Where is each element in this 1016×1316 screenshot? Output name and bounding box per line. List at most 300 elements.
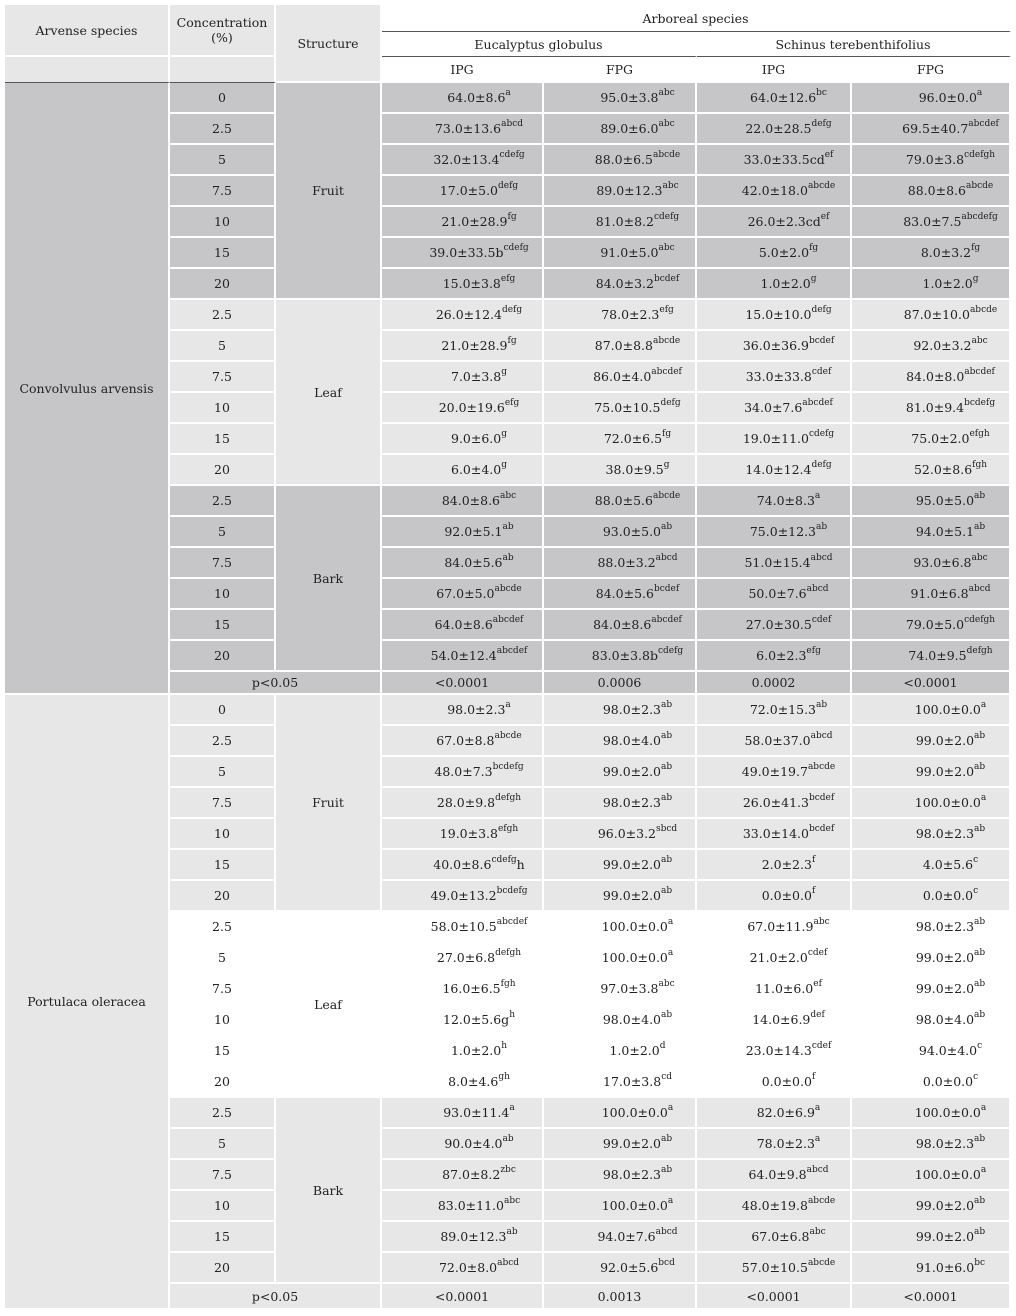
value-cell bbox=[382, 579, 544, 610]
value-cell bbox=[382, 912, 544, 943]
concentration-cell: 10 bbox=[170, 393, 276, 424]
significance-letters: a bbox=[814, 491, 821, 501]
mean-sd: 99.0±2.0 bbox=[915, 764, 975, 779]
significance-letters: ab bbox=[661, 522, 673, 532]
mean-sd: 12.0±5.6g bbox=[443, 1012, 510, 1027]
significance-letters: ab bbox=[816, 522, 828, 532]
concentration-cell: 5 bbox=[170, 1129, 276, 1160]
mean-sd: 94.0±7.6 bbox=[597, 1229, 656, 1244]
mean-sd: 99.0±2.0 bbox=[915, 1229, 975, 1244]
mean-sd: 83.0±7.5 bbox=[903, 214, 962, 229]
significance-letters: abcdef bbox=[651, 367, 682, 377]
mean-sd: 79.0±3.8 bbox=[905, 152, 965, 167]
value-cell bbox=[697, 486, 852, 517]
mean-sd: 96.0±3.2 bbox=[597, 826, 656, 841]
value-cell bbox=[544, 881, 697, 912]
value-cell bbox=[852, 517, 1011, 548]
significance-letters: ef bbox=[824, 150, 834, 160]
significance-letters: ef bbox=[813, 979, 822, 989]
value-cell bbox=[852, 1160, 1011, 1191]
mean-sd: 15.0±3.8 bbox=[442, 276, 501, 291]
concentration-cell: 2.5 bbox=[170, 114, 276, 145]
significance-letters: cdef bbox=[811, 1041, 832, 1051]
mean-sd: 94.0±4.0 bbox=[918, 1043, 978, 1058]
mean-sd: 27.0±6.8 bbox=[436, 950, 496, 965]
value-cell bbox=[852, 943, 1011, 974]
value-cell bbox=[697, 579, 852, 610]
value-cell bbox=[697, 517, 852, 548]
mean-sd: 33.0±33.5cd bbox=[743, 152, 825, 167]
mean-sd: 73.0±13.6 bbox=[434, 121, 502, 136]
mean-sd: 99.0±2.0 bbox=[602, 888, 662, 903]
significance-letters: abc bbox=[658, 88, 675, 98]
concentration-cell: 20 bbox=[170, 1253, 276, 1284]
mean-sd: 36.0±36.9 bbox=[742, 338, 809, 353]
significance-letters: abcd bbox=[497, 1258, 520, 1268]
header-blank-2 bbox=[170, 57, 276, 83]
structure-cell: Leaf bbox=[276, 300, 382, 486]
significance-letters: bcdef bbox=[653, 274, 680, 284]
mean-sd: 72.0±15.3 bbox=[749, 702, 816, 717]
mean-sd: 100.0±0.0 bbox=[601, 950, 668, 965]
concentration-cell: 7.5 bbox=[170, 788, 276, 819]
mean-sd: 54.0±12.4 bbox=[430, 648, 497, 663]
value-cell bbox=[697, 362, 852, 393]
concentration-cell: 15 bbox=[170, 424, 276, 455]
significance-letters: cdefg bbox=[657, 646, 684, 656]
significance-letters: f bbox=[811, 886, 816, 896]
value-cell bbox=[697, 207, 852, 238]
concentration-cell: 10 bbox=[170, 1191, 276, 1222]
mean-sd: 0.0±0.0 bbox=[922, 888, 974, 903]
significance-letters: cdefg bbox=[499, 150, 525, 160]
value-cell bbox=[852, 300, 1011, 331]
mean-sd: 21.0±28.9 bbox=[441, 214, 508, 229]
value-cell bbox=[382, 850, 544, 881]
significance-letters: a bbox=[980, 700, 987, 710]
mean-sd: 5.0±2.0 bbox=[758, 245, 810, 260]
significance-letters: abcd bbox=[806, 1165, 829, 1175]
mean-sd: 87.0±8.2 bbox=[442, 1167, 501, 1182]
mean-sd: 100.0±0.0 bbox=[914, 702, 981, 717]
value-cell bbox=[544, 1222, 697, 1253]
value-cell bbox=[852, 1129, 1011, 1160]
value-cell bbox=[382, 610, 544, 641]
mean-sd: 40.0±8.6 bbox=[433, 857, 492, 872]
significance-letters: c bbox=[973, 886, 979, 896]
mean-sd: 32.0±13.4 bbox=[433, 152, 500, 167]
value-cell bbox=[852, 83, 1011, 114]
concentration-cell: 20 bbox=[170, 455, 276, 486]
significance-letters: abcd bbox=[968, 584, 991, 594]
concentration-cell: 7.5 bbox=[170, 974, 276, 1005]
significance-letters: defgh bbox=[495, 948, 522, 958]
mean-sd: 96.0±0.0 bbox=[918, 90, 977, 105]
value-cell bbox=[544, 850, 697, 881]
significance-letters: ab bbox=[974, 1227, 986, 1237]
significance-letters: g bbox=[501, 460, 507, 470]
structure-cell: Bark bbox=[276, 1098, 382, 1284]
mean-sd: 99.0±2.0 bbox=[915, 1198, 975, 1213]
significance-letters: abcde bbox=[807, 181, 836, 191]
value-cell bbox=[852, 269, 1011, 300]
value-cell bbox=[544, 1129, 697, 1160]
significance-letters: defg bbox=[811, 305, 832, 315]
mean-sd: 17.0±5.0 bbox=[439, 183, 498, 198]
mean-sd: 67.0±6.8 bbox=[751, 1229, 810, 1244]
mean-sd: 58.0±10.5 bbox=[430, 919, 497, 934]
value-cell bbox=[544, 1067, 697, 1098]
significance-letters: abcdefg bbox=[961, 212, 998, 222]
concentration-cell: 2.5 bbox=[170, 1098, 276, 1129]
significance-letters: ab bbox=[974, 1196, 986, 1206]
mean-sd: 27.0±30.5 bbox=[745, 617, 812, 632]
value-cell bbox=[382, 695, 544, 726]
value-cell bbox=[544, 1160, 697, 1191]
significance-letters: defg bbox=[811, 119, 832, 129]
value-cell bbox=[382, 1253, 544, 1284]
significance-letters: fg bbox=[809, 243, 819, 253]
significance-letters: bcdefg bbox=[492, 762, 524, 772]
mean-sd: 9.0±6.0 bbox=[451, 431, 502, 446]
mean-sd: 83.0±3.8b bbox=[591, 648, 658, 663]
significance-letters: bcdef bbox=[808, 336, 835, 346]
p-value-cell: <0.0001 bbox=[852, 672, 1011, 695]
significance-letters: ab bbox=[661, 731, 673, 741]
significance-letters: c bbox=[973, 1072, 979, 1082]
significance-letters: a bbox=[980, 1103, 987, 1113]
significance-letters: g bbox=[501, 429, 507, 439]
value-cell bbox=[544, 331, 697, 362]
value-cell bbox=[382, 145, 544, 176]
value-cell bbox=[544, 176, 697, 207]
significance-letters: a bbox=[667, 1103, 674, 1113]
value-cell bbox=[697, 912, 852, 943]
significance-letters: abcdef bbox=[964, 367, 995, 377]
value-cell bbox=[697, 850, 852, 881]
significance-letters: abcde bbox=[652, 491, 681, 501]
mean-sd: 98.0±2.3 bbox=[915, 826, 975, 841]
header-st-ipg: IPG bbox=[697, 57, 852, 83]
mean-sd: 8.0±3.2 bbox=[920, 245, 972, 260]
value-cell bbox=[382, 424, 544, 455]
value-cell bbox=[382, 1067, 544, 1098]
significance-letters: abcdef bbox=[968, 119, 999, 129]
mean-sd: 86.0±4.0 bbox=[593, 369, 652, 384]
value-cell bbox=[697, 1160, 852, 1191]
mean-sd: 98.0±2.3 bbox=[602, 1167, 662, 1182]
value-cell bbox=[544, 548, 697, 579]
mean-sd: 74.0±8.3 bbox=[756, 493, 815, 508]
value-cell bbox=[852, 207, 1011, 238]
value-cell bbox=[852, 788, 1011, 819]
mean-sd: 42.0±18.0 bbox=[741, 183, 808, 198]
mean-sd: 88.0±8.6 bbox=[907, 183, 966, 198]
mean-sd: 21.0±28.9 bbox=[441, 338, 508, 353]
value-cell bbox=[852, 974, 1011, 1005]
value-cell bbox=[544, 145, 697, 176]
mean-sd: 33.0±14.0 bbox=[742, 826, 809, 841]
concentration-cell: 7.5 bbox=[170, 548, 276, 579]
significance-letters: a bbox=[980, 1165, 987, 1175]
value-cell bbox=[852, 912, 1011, 943]
value-cell bbox=[382, 114, 544, 145]
value-cell bbox=[382, 757, 544, 788]
value-cell bbox=[697, 641, 852, 672]
concentration-cell: 10 bbox=[170, 207, 276, 238]
value-cell bbox=[852, 114, 1011, 145]
value-cell bbox=[852, 1067, 1011, 1098]
mean-sd: 99.0±2.0 bbox=[915, 733, 975, 748]
mean-sd: 88.0±6.5 bbox=[594, 152, 653, 167]
header-eg-ipg: IPG bbox=[382, 57, 544, 83]
mean-sd: 90.0±4.0 bbox=[444, 1136, 503, 1151]
value-cell bbox=[382, 1129, 544, 1160]
value-cell bbox=[852, 579, 1011, 610]
value-cell bbox=[544, 1036, 697, 1067]
value-cell bbox=[852, 1005, 1011, 1036]
mean-sd: 49.0±19.7 bbox=[741, 764, 808, 779]
significance-letters: abcde bbox=[652, 150, 681, 160]
concentration-cell: 2.5 bbox=[170, 486, 276, 517]
significance-letters: efgh bbox=[497, 824, 519, 834]
significance-letters: abcd bbox=[810, 731, 833, 741]
header-eucalyptus: Eucalyptus globulus bbox=[382, 32, 697, 57]
mean-sd: 14.0±12.4 bbox=[745, 462, 812, 477]
significance-letters: abc bbox=[658, 119, 675, 129]
value-cell bbox=[852, 819, 1011, 850]
significance-letters: cd bbox=[661, 1072, 672, 1082]
value-cell bbox=[852, 757, 1011, 788]
significance-letters: cdefg bbox=[653, 212, 680, 222]
significance-letters: bc bbox=[974, 1258, 985, 1268]
concentration-cell: 15 bbox=[170, 238, 276, 269]
mean-sd: 79.0±5.0 bbox=[905, 617, 965, 632]
mean-sd: 75.0±2.0 bbox=[911, 431, 970, 446]
mean-sd: 98.0±2.3 bbox=[915, 1136, 975, 1151]
significance-letters: ab bbox=[974, 824, 986, 834]
concentration-cell: 7.5 bbox=[170, 362, 276, 393]
significance-letters: abc bbox=[662, 181, 679, 191]
value-cell bbox=[697, 757, 852, 788]
value-cell bbox=[697, 943, 852, 974]
value-cell bbox=[697, 610, 852, 641]
mean-sd: 93.0±11.4 bbox=[443, 1105, 510, 1120]
mean-sd: 22.0±28.5 bbox=[745, 121, 812, 136]
mean-sd: 91.0±6.0 bbox=[916, 1260, 975, 1275]
significance-letters: ab bbox=[661, 1010, 673, 1020]
significance-letters: ab bbox=[816, 700, 828, 710]
significance-letters: bcdef bbox=[653, 584, 680, 594]
significance-letters: gh bbox=[498, 1072, 510, 1082]
value-cell bbox=[697, 176, 852, 207]
value-cell bbox=[382, 362, 544, 393]
significance-letters: a bbox=[814, 1103, 821, 1113]
significance-letters: abcdef bbox=[651, 615, 682, 625]
value-cell bbox=[544, 300, 697, 331]
mean-sd: 20.0±19.6 bbox=[438, 400, 505, 415]
mean-sd: 58.0±37.0 bbox=[744, 733, 811, 748]
value-cell bbox=[544, 579, 697, 610]
value-cell bbox=[544, 114, 697, 145]
significance-letters: ab bbox=[974, 979, 986, 989]
value-cell bbox=[544, 83, 697, 114]
value-cell bbox=[544, 610, 697, 641]
concentration-cell: 5 bbox=[170, 517, 276, 548]
mean-sd: 7.0±3.8 bbox=[451, 369, 502, 384]
mean-sd: 8.0±4.6 bbox=[448, 1074, 499, 1089]
mean-sd: 6.0±4.0 bbox=[451, 462, 502, 477]
concentration-cell: 5 bbox=[170, 331, 276, 362]
value-cell bbox=[852, 850, 1011, 881]
concentration-cell: 10 bbox=[170, 819, 276, 850]
mean-sd: 84.0±8.0 bbox=[906, 369, 965, 384]
value-cell bbox=[852, 610, 1011, 641]
value-cell bbox=[852, 455, 1011, 486]
significance-letters: bcdefg bbox=[496, 886, 528, 896]
value-cell bbox=[544, 1191, 697, 1222]
significance-letters: bcdef bbox=[808, 824, 835, 834]
significance-letters: efg bbox=[659, 305, 674, 315]
significance-letters: defg bbox=[811, 460, 832, 470]
value-cell bbox=[544, 912, 697, 943]
value-cell bbox=[544, 486, 697, 517]
header-arvense-species: Arvense species bbox=[5, 5, 170, 57]
significance-letters: ab bbox=[974, 1010, 986, 1020]
value-cell bbox=[697, 83, 852, 114]
significance-letters: defgh bbox=[495, 793, 522, 803]
significance-letters: a bbox=[667, 917, 674, 927]
significance-letters: cdef bbox=[811, 367, 832, 377]
mean-sd: 74.0±9.5 bbox=[908, 648, 967, 663]
significance-letters: efg bbox=[806, 646, 821, 656]
value-cell bbox=[697, 788, 852, 819]
p-value-cell: 0.0002 bbox=[697, 672, 852, 695]
value-cell bbox=[382, 300, 544, 331]
value-cell bbox=[382, 943, 544, 974]
significance-letters: abc bbox=[813, 917, 830, 927]
value-cell bbox=[382, 486, 544, 517]
mean-sd: 78.0±2.3 bbox=[601, 307, 660, 322]
value-cell bbox=[382, 207, 544, 238]
mean-sd: 89.0±12.3 bbox=[596, 183, 663, 198]
p-value-cell: <0.0001 bbox=[382, 1284, 544, 1310]
mean-sd: 48.0±7.3 bbox=[434, 764, 493, 779]
significance-letters: abcdef bbox=[492, 615, 524, 625]
mean-sd: 100.0±0.0 bbox=[914, 1105, 981, 1120]
header-schinus: Schinus terebenthifolius bbox=[697, 32, 1011, 57]
concentration-cell: 2.5 bbox=[170, 300, 276, 331]
p-value-cell: 0.0013 bbox=[544, 1284, 697, 1310]
value-cell bbox=[382, 517, 544, 548]
mean-sd: 84.0±5.6 bbox=[595, 586, 654, 601]
significance-letters: a bbox=[505, 88, 511, 98]
value-cell bbox=[852, 1253, 1011, 1284]
mean-sd: 98.0±4.0 bbox=[915, 1012, 975, 1027]
mean-sd: 91.0±5.0 bbox=[600, 245, 659, 260]
mean-sd: 75.0±12.3 bbox=[749, 524, 816, 539]
value-cell bbox=[544, 424, 697, 455]
significance-letters: c bbox=[973, 855, 979, 865]
value-cell bbox=[544, 1005, 697, 1036]
significance-letters: ab bbox=[506, 1227, 518, 1237]
value-cell bbox=[382, 641, 544, 672]
value-cell bbox=[697, 1129, 852, 1160]
significance-letters: abcde bbox=[965, 181, 994, 191]
value-cell bbox=[544, 207, 697, 238]
significance-letters: a bbox=[505, 700, 511, 710]
significance-letters: abc bbox=[658, 243, 675, 253]
significance-letters: defg bbox=[501, 305, 523, 315]
value-cell bbox=[544, 1253, 697, 1284]
concentration-cell: 10 bbox=[170, 579, 276, 610]
significance-letters: abcd bbox=[501, 119, 524, 129]
mean-sd: 1.0±2.0 bbox=[450, 1043, 502, 1058]
value-cell bbox=[697, 424, 852, 455]
significance-letters: g bbox=[663, 460, 670, 470]
significance-letters: abcd bbox=[655, 553, 678, 563]
value-cell bbox=[544, 393, 697, 424]
value-cell bbox=[852, 486, 1011, 517]
significance-letters: abcdef bbox=[496, 917, 528, 927]
value-cell bbox=[382, 974, 544, 1005]
mean-sd: 92.0±5.6 bbox=[600, 1260, 659, 1275]
significance-letters: ab bbox=[974, 762, 986, 772]
mean-sd: 100.0±0.0 bbox=[914, 1167, 981, 1182]
value-cell bbox=[544, 943, 697, 974]
significance-letters: fgh bbox=[500, 979, 516, 989]
value-cell bbox=[697, 1005, 852, 1036]
significance-letters: ab bbox=[661, 762, 673, 772]
value-cell bbox=[544, 362, 697, 393]
mean-sd: 26.0±2.3cd bbox=[747, 214, 821, 229]
significance-letters: ab bbox=[502, 553, 514, 563]
mean-sd: 91.0±6.8 bbox=[910, 586, 969, 601]
value-cell bbox=[382, 726, 544, 757]
letter-suffix: h bbox=[516, 857, 525, 872]
mean-sd: 89.0±6.0 bbox=[600, 121, 659, 136]
value-cell bbox=[852, 548, 1011, 579]
mean-sd: 88.0±3.2 bbox=[597, 555, 656, 570]
significance-letters: abc bbox=[809, 1227, 826, 1237]
mean-sd: 100.0±0.0 bbox=[601, 1198, 668, 1213]
mean-sd: 38.0±9.5 bbox=[605, 462, 664, 477]
significance-letters: c bbox=[977, 1041, 983, 1051]
mean-sd: 26.0±41.3 bbox=[742, 795, 809, 810]
mean-sd: 98.0±2.3 bbox=[602, 702, 662, 717]
significance-letters: a bbox=[667, 948, 674, 958]
significance-letters: fg bbox=[662, 429, 672, 439]
mean-sd: 52.0±8.6 bbox=[913, 462, 973, 477]
mean-sd: 15.0±10.0 bbox=[745, 307, 812, 322]
mean-sd: 49.0±13.2 bbox=[430, 888, 497, 903]
value-cell bbox=[544, 641, 697, 672]
mean-sd: 69.5±40.7 bbox=[902, 121, 969, 136]
mean-sd: 50.0±7.6 bbox=[748, 586, 807, 601]
header-blank-1 bbox=[5, 57, 170, 83]
mean-sd: 81.0±9.4 bbox=[905, 400, 965, 415]
header-arboreal-species: Arboreal species bbox=[382, 5, 1011, 32]
mean-sd: 75.0±10.5 bbox=[594, 400, 661, 415]
value-cell bbox=[544, 238, 697, 269]
value-cell bbox=[697, 974, 852, 1005]
p-value-cell: <0.0001 bbox=[697, 1284, 852, 1310]
concentration-cell: 15 bbox=[170, 1222, 276, 1253]
value-cell bbox=[852, 238, 1011, 269]
significance-letters: f bbox=[811, 1072, 816, 1082]
mean-sd: 57.0±10.5 bbox=[741, 1260, 808, 1275]
significance-letters: ab bbox=[974, 1134, 986, 1144]
